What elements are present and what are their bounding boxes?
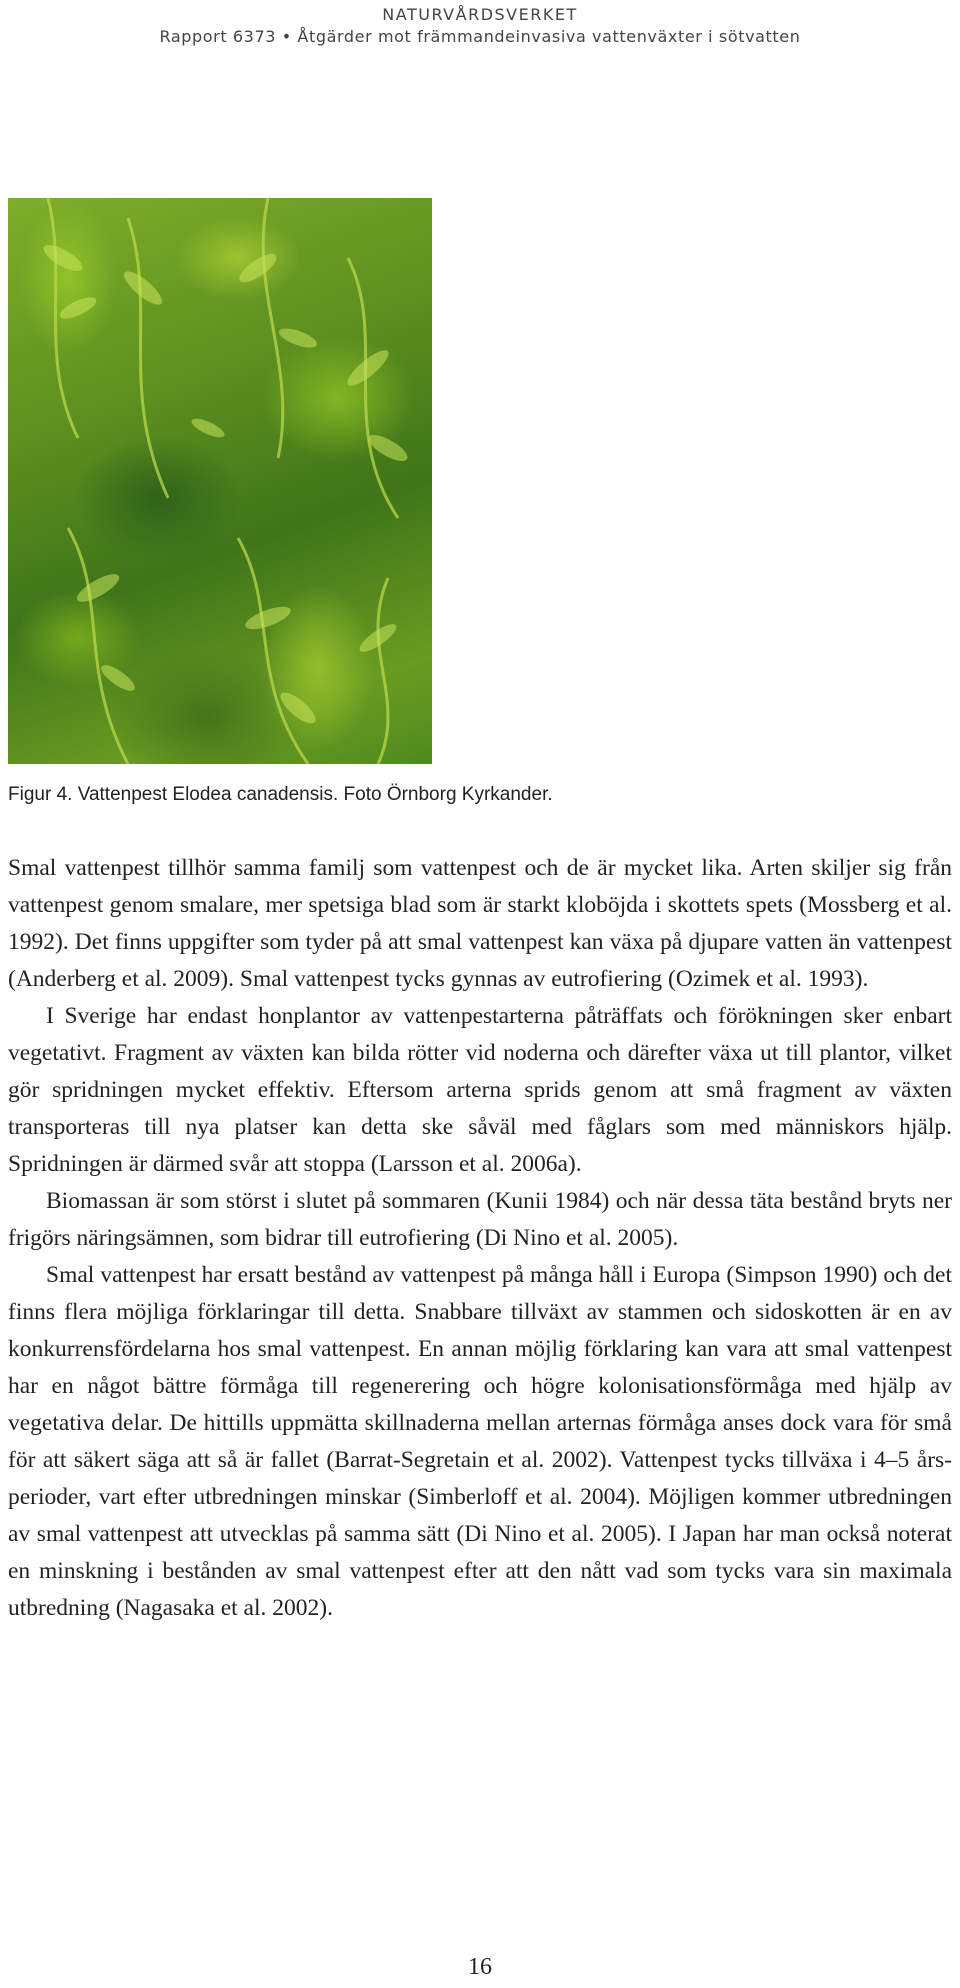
publisher-name: NATURVÅRDSVERKET [382, 5, 578, 24]
paragraph: Smal vattenpest tillhör samma familj som vattenpest och de är mycket lika. Arten skiljer sig från vattenpest genom smalare, mer spetsiga blad som är starkt kloböjda i skottets spets (Mossberg et al. 1992). Det finns uppgifter som tyder på att smal vattenpest kan växa på djupare vatten än vattenpest (Anderberg et al. 2009). Smal vattenpest tycks gynnas av eutrofiering (Ozimek et al. 1993). [8, 855, 952, 992]
paragraph: Smal vattenpest har ersatt bestånd av vattenpest på många håll i Europa (Simpson 1990) och det finns flera möjliga förklaringar till detta. Snabbare tillväxt av stammen och sidoskotten är en av konkurrensfördelarna hos smal vattenpest. En annan möjlig förklaring kan vara att smal vattenpest har en något bättre förmåga till regenerering och högre kolonisationsförmåga med hjälp av vegetativa delar. De hittills uppmätta skillnaderna mellan arternas förmåga anses dock vara för små för att säkert säga att så är fallet (Barrat-Segretain et al. 2002). Vattenpest tycks tillväxa i 4–5 års-perioder, vart efter utbredningen minskar (Simberloff et al. 2004). Möjligen kommer utbredningen av smal vattenpest att utvecklas på samma sätt (Di Nino et al. 2005). I Japan har man också noterat en minskning i bestånden av smal vattenpest efter att den nått vad som tycks vara sin maximala utbredning (Nagasaka et al. 2002). [8, 1262, 952, 1621]
waterweed-illustration [8, 198, 432, 764]
page-number: 16 [468, 1954, 492, 1980]
figure-caption: Figur 4. Vattenpest Elodea canadensis. Foto Örnborg Kyrkander. [8, 784, 553, 805]
paragraph: I Sverige har endast honplantor av vattenpestarterna påträffats och förökningen sker enbart vegetativt. Fragment av växten kan bilda rötter vid noderna och därefter växa ut till plantor, vilket gör spridningen mycket effektiv. Eftersom arterna sprids genom att små fragment av växten transporteras till nya platser kan detta ske såväl med fåglars som med människors hjälp. Spridningen är därmed svår att stoppa (Larsson et al. 2006a). [8, 1003, 952, 1177]
figure-photo-waterweed [8, 198, 432, 764]
paragraph: Biomassan är som störst i slutet på sommaren (Kunii 1984) och när dessa täta bestånd bryts ner frigörs näringsämnen, som bidrar till eutrofiering (Di Nino et al. 2005). [8, 1188, 952, 1251]
report-title: Rapport 6373 • Åtgärder mot främmandeinvasiva vattenväxter i sötvatten [159, 27, 801, 46]
page-header [0, 4, 960, 47]
body-text [8, 850, 952, 1627]
